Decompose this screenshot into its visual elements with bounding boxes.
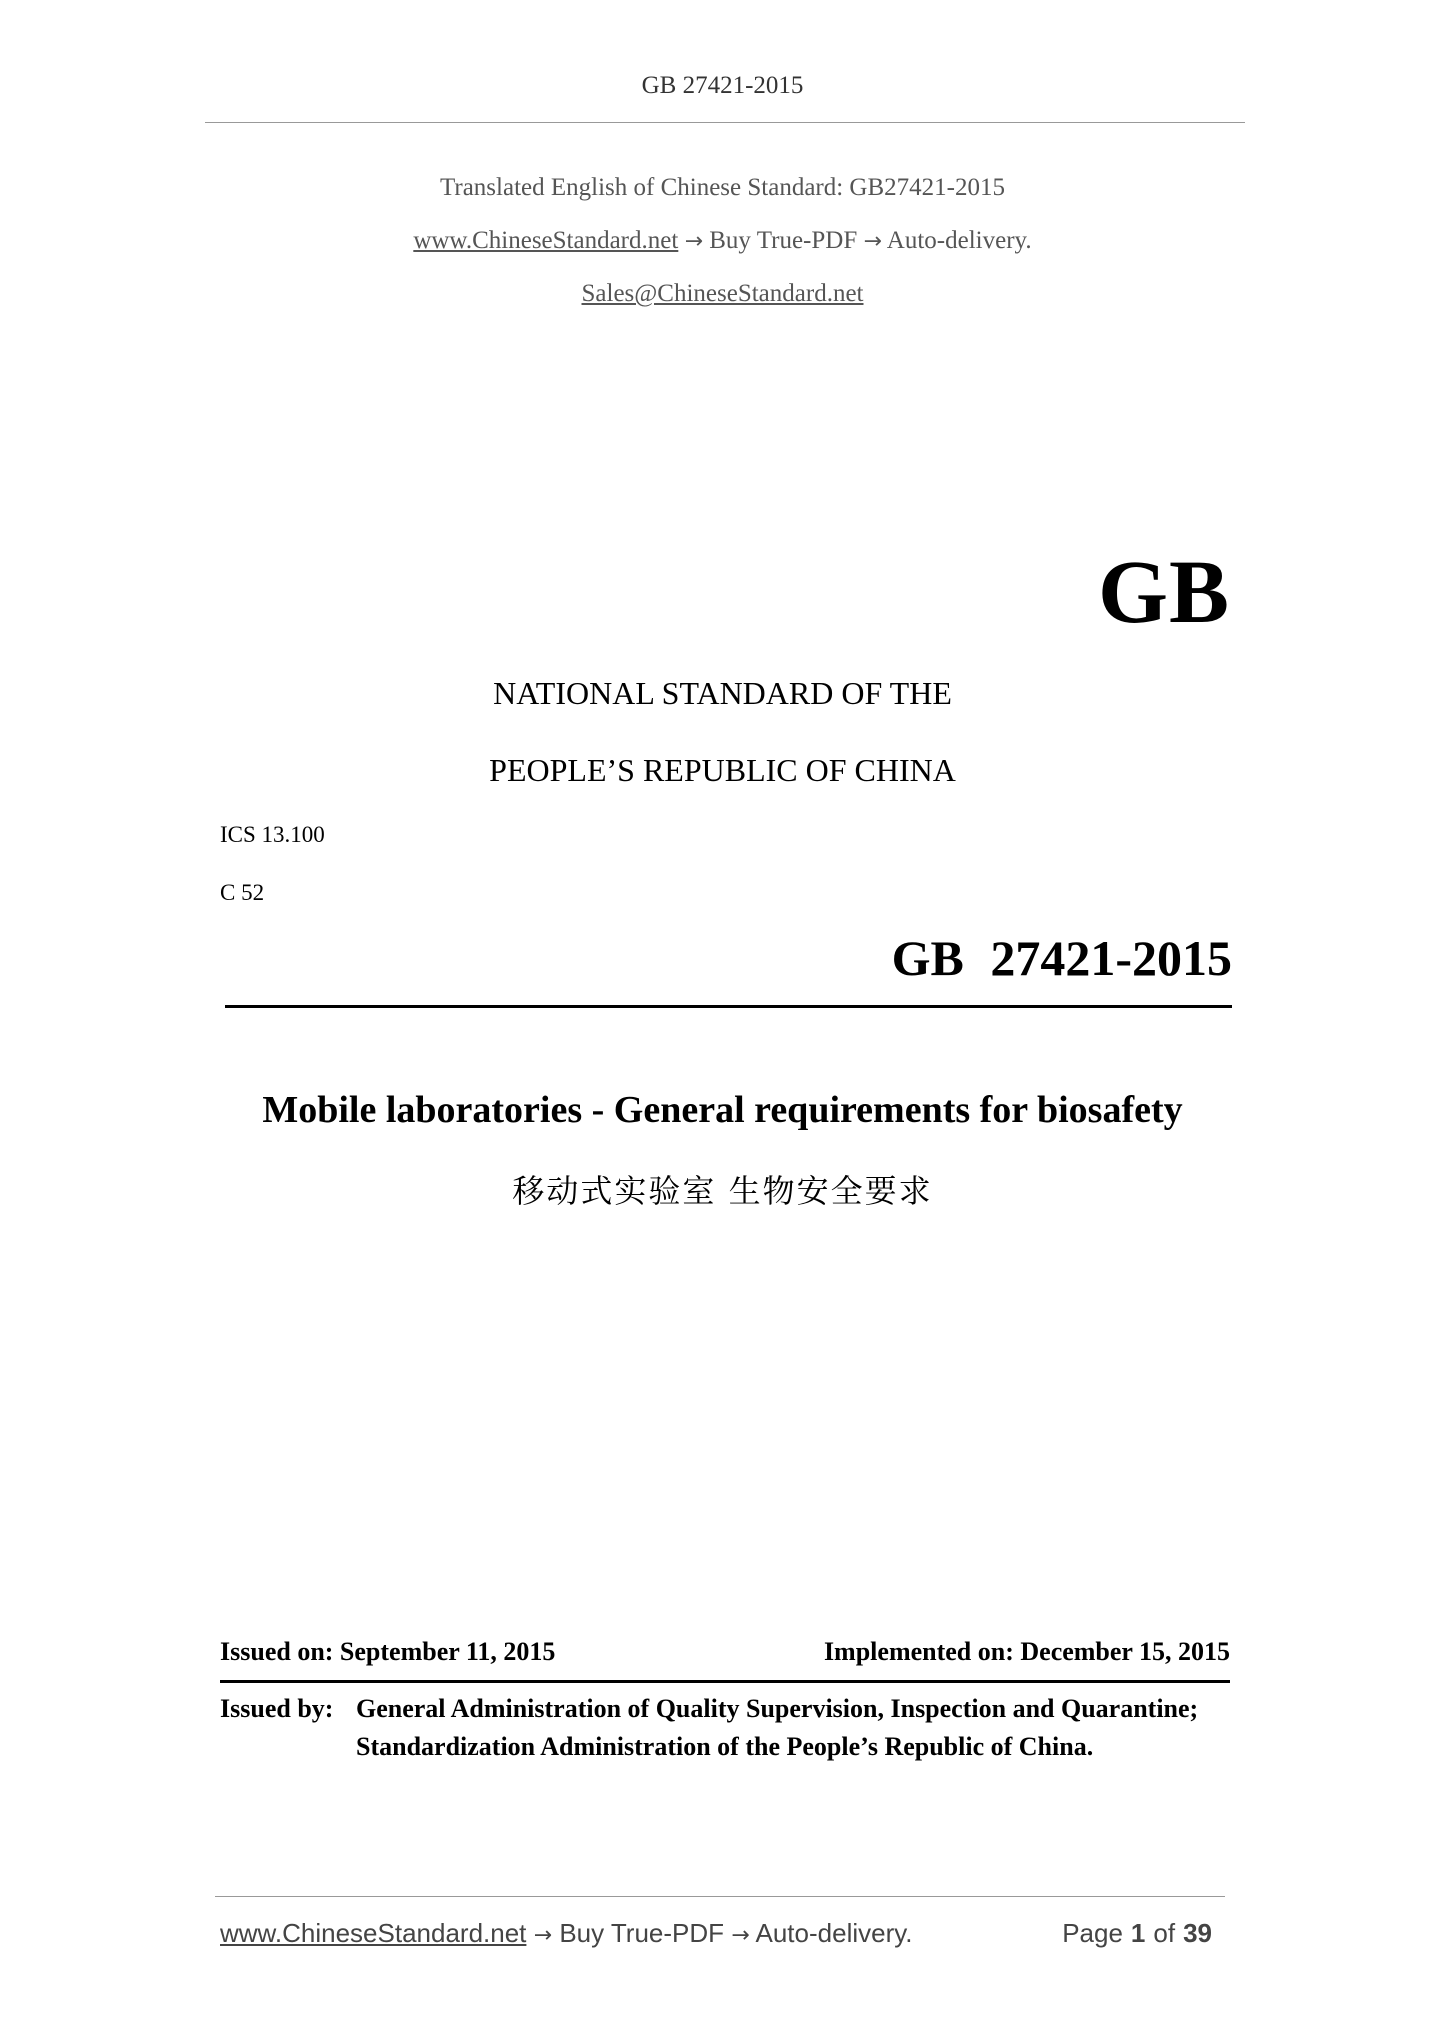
footer-promo — [220, 1918, 913, 1949]
arrow-right-icon: → — [731, 1923, 750, 1948]
issued-by-block — [220, 1690, 1230, 1766]
issuance-rule — [220, 1680, 1230, 1683]
issued-by-label: Issued by: — [220, 1694, 334, 1723]
page-total: 39 — [1183, 1918, 1212, 1948]
footer-site-link[interactable]: www.ChineseStandard.net — [220, 1918, 527, 1948]
page-of-label: of — [1153, 1918, 1176, 1948]
footer-auto-delivery-text: Auto-delivery. — [755, 1918, 913, 1948]
footer-buy-true-pdf-text: Buy True-PDF — [559, 1918, 725, 1948]
promo-translation-line: Translated English of Chinese Standard: GB27421-2015 — [439, 174, 1005, 201]
site-link[interactable]: www.ChineseStandard.net — [413, 227, 679, 254]
header-divider — [205, 122, 1245, 123]
national-standard-line-1: NATIONAL STANDARD OF THE — [493, 675, 952, 711]
page-indicator — [1062, 1918, 1220, 1949]
english-title: Mobile laboratories - General requirements for biosafety — [262, 1089, 1183, 1131]
issuer-2: Standardization Administration of the People’s Republic of China. — [356, 1732, 1094, 1761]
page-current: 1 — [1130, 1918, 1146, 1948]
running-header-title: GB 27421-2015 — [641, 72, 804, 99]
issuer-1: General Administration of Quality Supervision, Inspection and Quarantine; — [356, 1694, 1199, 1723]
footer-divider — [215, 1896, 1225, 1897]
standard-number-rule — [225, 1005, 1232, 1008]
gb-logo: GB — [1097, 543, 1230, 642]
arrow-right-icon: → — [863, 229, 882, 254]
standard-number: GB 27421-2015 — [891, 930, 1232, 986]
arrow-right-icon: → — [684, 229, 703, 254]
promo-buy-line — [0, 227, 1445, 255]
page-label: Page — [1062, 1918, 1123, 1948]
email-link[interactable]: Sales@ChineseStandard.net — [581, 280, 864, 307]
promo-email-line — [0, 280, 1445, 308]
issued-on-date: Issued on: September 11, 2015 — [220, 1637, 556, 1666]
arrow-right-icon: → — [533, 1923, 553, 1948]
national-standard-line-2: PEOPLE’S REPUBLIC OF CHINA — [489, 752, 956, 788]
ics-code: ICS 13.100 — [220, 822, 325, 847]
auto-delivery-text: Auto-delivery. — [886, 227, 1032, 254]
chinese-title: 移动式实验室 生物安全要求 — [512, 1172, 933, 1210]
ccs-code: C 52 — [220, 880, 265, 905]
implemented-on-date: Implemented on: December 15, 2015 — [823, 1637, 1230, 1666]
buy-true-pdf-text: Buy True-PDF — [709, 227, 858, 254]
